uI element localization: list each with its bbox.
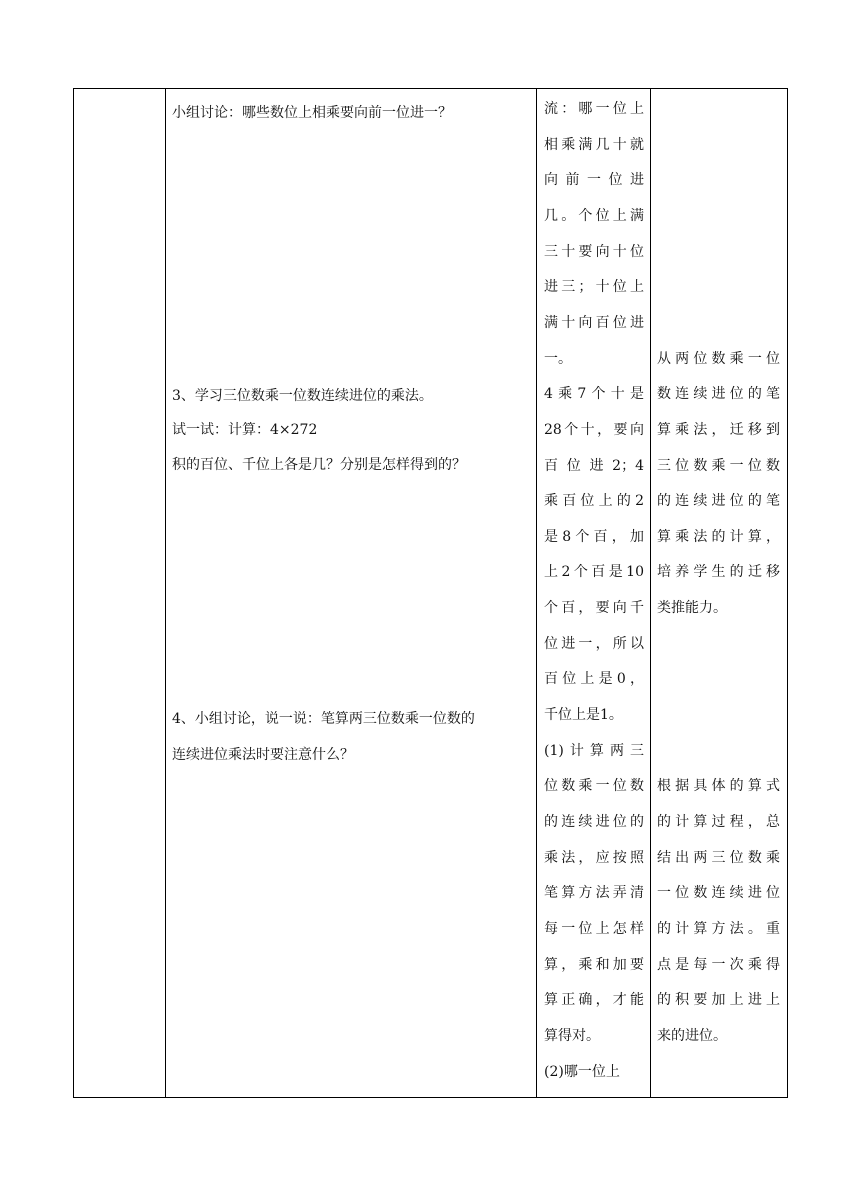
text-line: 积的百位、千位上各是几？分别是怎样得到的？ <box>172 457 466 473</box>
text-line: 上2个百是10 <box>544 564 644 581</box>
text-line: 相乘满几十就 <box>544 136 644 153</box>
text-line: 结出两三位数乘 <box>657 849 780 866</box>
text-line: 满十向百位进 <box>544 314 644 331</box>
text-line: 4乘7个十是 <box>544 386 644 403</box>
lesson-table <box>73 88 788 1098</box>
text-line: 算乘法的计算， <box>657 528 780 545</box>
text-line: 连续进位乘法时要注意什么？ <box>172 747 354 763</box>
text-line: 是8个百，加 <box>544 528 644 545</box>
text-line: 一位数连续进位 <box>657 885 780 902</box>
text-line: 的计算方法。重 <box>657 920 780 937</box>
text-line: 一。 <box>544 350 572 367</box>
cell-student-responses <box>537 89 650 1097</box>
text-line: 进三；十位上 <box>544 279 644 296</box>
text-line: 向前一位进 <box>544 172 644 189</box>
text-line: 三位数乘一位数 <box>657 457 780 474</box>
text-line: 位进一，所以 <box>544 635 644 652</box>
text-line: 培养学生的迁移 <box>657 564 780 581</box>
text-line: 每一位上怎样 <box>544 920 644 937</box>
text-line: 的连续进位的 <box>544 814 644 830</box>
cell-design-intent <box>651 89 787 1097</box>
text-line: 个百，要向千 <box>544 600 644 617</box>
text-line: 千位上是1。 <box>544 707 623 724</box>
text-line: 算得对。 <box>544 1027 600 1044</box>
text-line: 数连续进位的笔 <box>657 386 780 403</box>
text-line: 试一试：计算：4×272 <box>172 422 318 438</box>
text-line: 的连续进位的笔 <box>657 493 780 510</box>
text-line: 根据具体的算式 <box>657 778 780 795</box>
text-line: 算乘法，迁移到 <box>657 421 780 438</box>
text-line: 乘法，应按照 <box>544 849 644 866</box>
cell-activities <box>166 89 536 1097</box>
cell-column-1 <box>74 89 165 1097</box>
text-line: 位数乘一位数 <box>544 778 644 795</box>
text-line: 百位进2；4 <box>544 457 644 474</box>
text-line: 28个十，要向 <box>544 421 644 438</box>
text-line: 百位上是0， <box>544 671 644 688</box>
text-line: 类推能力。 <box>657 600 727 617</box>
text-line: 小组讨论：哪些数位上相乘要向前一位进一？ <box>172 105 452 121</box>
text-line: (2)哪一位上 <box>544 1063 620 1080</box>
text-line: 乘百位上的2 <box>544 493 644 510</box>
text-line: 来的进位。 <box>657 1027 727 1044</box>
text-line: 算正确，才能 <box>544 992 644 1009</box>
text-line: 算，乘和加要 <box>544 956 644 973</box>
text-line: 从两位数乘一位 <box>657 350 780 367</box>
text-line: 4、小组讨论，说一说：笔算两三位数乘一位数的 <box>172 711 475 727</box>
text-line: 流：哪一位上 <box>544 101 644 117</box>
text-line: 几。个位上满 <box>544 207 644 224</box>
text-line: 3、学习三位数乘一位数连续进位的乘法。 <box>172 388 433 404</box>
text-line: 三十要向十位 <box>544 243 644 260</box>
text-line: 笔算方法弄清 <box>544 885 644 902</box>
text-line: 点是每一次乘得 <box>657 956 780 973</box>
text-line: 的积要加上进上 <box>657 992 780 1009</box>
text-line: (1)计算两三 <box>544 742 644 759</box>
text-line: 的计算过程，总 <box>657 814 780 830</box>
